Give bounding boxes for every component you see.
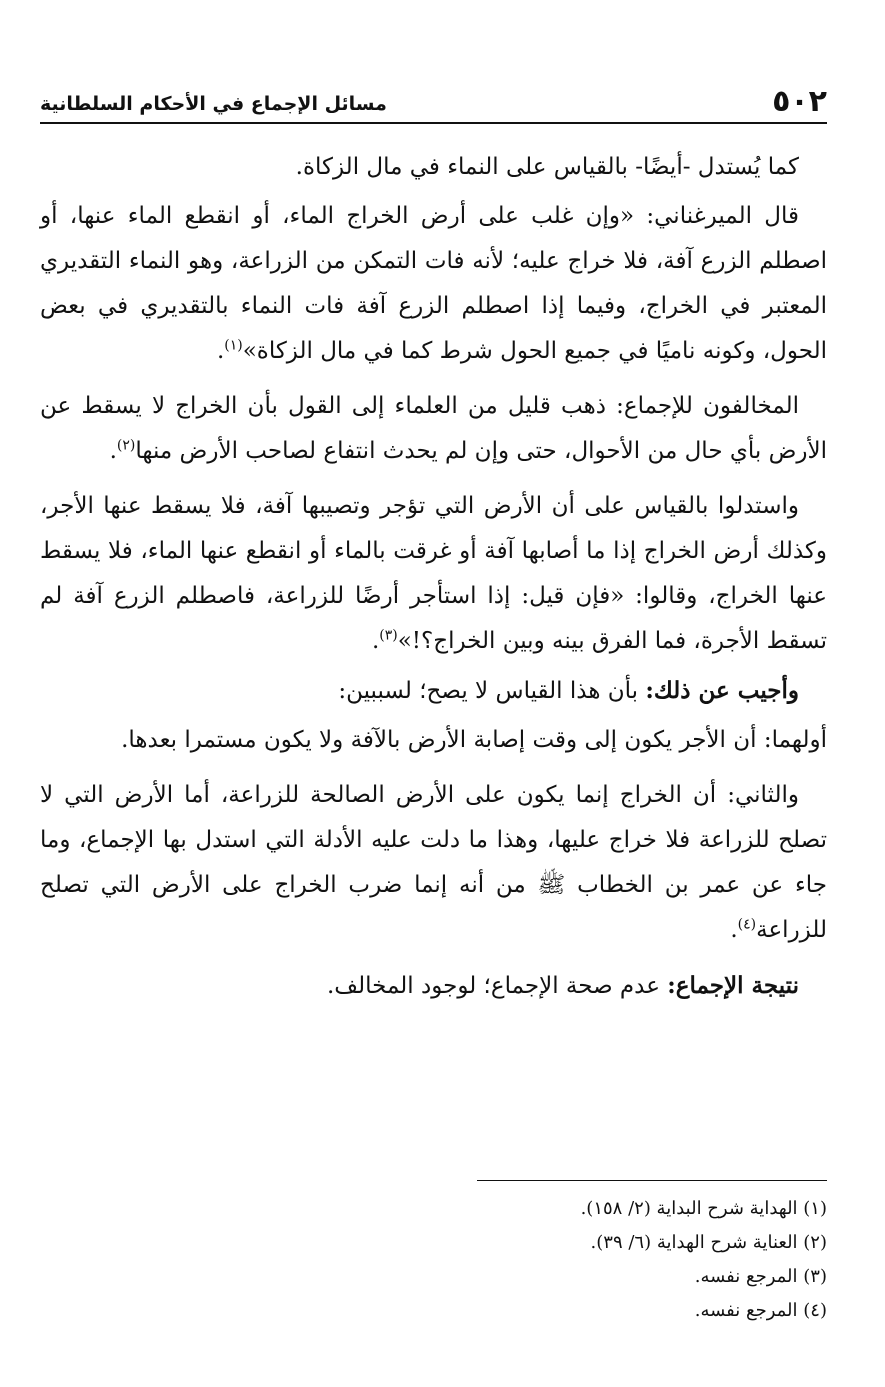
paragraph-2 [40, 194, 827, 374]
paragraph-2-end: . [216, 338, 225, 364]
answer-lead: وأجيب عن ذلك: [645, 677, 799, 704]
footnote-2: (٢) العناية شرح الهداية (٦/ ٣٩). [590, 1232, 827, 1253]
footnote-4: (٤) المرجع نفسه. [694, 1300, 827, 1321]
paragraph-5 [40, 668, 827, 714]
paragraph-8 [40, 963, 827, 1009]
paragraph-7-end: . [730, 917, 738, 943]
page-number: ٥٠٢ [772, 84, 827, 119]
footnote-3: (٣) المرجع نفسه. [694, 1266, 827, 1287]
paragraph-3-end: . [109, 438, 117, 464]
paragraph-6-text: أولهما: أن الأجر يكون إلى وقت إصابة الأرض بالآفة ولا يكون مستمرا بعدها. [121, 727, 827, 753]
paragraph-7 [40, 773, 827, 953]
paragraph-3-text: المخالفون للإجماع: ذهب قليل من العلماء إلى القول بأن الخراج لا يسقط عن الأرض بأي حال من الأحوال، حتى وإن لم يحدث انتفاع لصاحب الأرض منها [40, 393, 827, 464]
result-lead: نتيجة الإجماع: [667, 972, 799, 999]
paragraph-1-text: كما يُستدل -أيضًا- بالقياس على النماء في مال الزكاة. [295, 154, 799, 180]
paragraph-2-text: قال الميرغناني: «وإن غلب على أرض الخراج الماء، أو انقطع الماء عنها، أو اصطلم الزرع آفة، فلا خراج عليه؛ لأنه فات التمكن من الزراعة، وهو النماء التقديري المعتبر في الخراج، وفيما إذا اصطلم الزرع آفة فات النماء بالتقديري في بعض الحول، وكونه ناميًا في جميع الحول شرط كما في مال الزكاة» [40, 203, 827, 364]
paragraph-4-end: . [371, 628, 380, 654]
main-text [40, 145, 827, 1019]
paragraph-5-text: بأن هذا القياس لا يصح؛ لسببين: [338, 678, 646, 704]
running-header [40, 78, 827, 124]
paragraph-4 [40, 484, 827, 664]
footnote-ref-3: (٣) [379, 627, 398, 644]
paragraph-8-text: عدم صحة الإجماع؛ لوجود المخالف. [327, 973, 668, 999]
footnote-separator [477, 1180, 827, 1181]
footnotes [40, 1192, 827, 1328]
footnote-ref-4: (٤) [737, 916, 757, 933]
paragraph-1 [40, 145, 827, 190]
footnote-ref-1: (١) [224, 337, 243, 354]
paragraph-4-text: واستدلوا بالقياس على أن الأرض التي تؤجر وتصيبها آفة، فلا يسقط عنها الأجر، وكذلك أرض الخراج إذا ما أصابها آفة أو غرقت بالماء أو انقطع عنها الماء، فلا يسقط عنها الخراج، وقالوا: «فإن قيل: إذا استأجر أرضًا للزراعة، فاصطلم الزرع آفة لم تسقط الأجرة، فما الفرق بينه وبين الخراج؟!» [40, 493, 827, 654]
footnote-1: (١) الهداية شرح البداية (٢/ ١٥٨). [580, 1198, 827, 1219]
paragraph-7-text: والثاني: أن الخراج إنما يكون على الأرض الصالحة للزراعة، أما الأرض التي لا تصلح للزراعة فلا خراج عليها، وهذا ما دلت عليه الأدلة التي استدل بها الإجماع، وما جاء عن عمر بن الخطاب ﷺ من أنه إنما ضرب الخراج على الأرض التي تصلح للزراعة [40, 782, 827, 943]
running-title: مسائل الإجماع في الأحكام السلطانية [40, 93, 387, 115]
paragraph-3 [40, 384, 827, 474]
footnote-ref-2: (٢) [116, 437, 136, 454]
paragraph-6 [40, 718, 827, 763]
